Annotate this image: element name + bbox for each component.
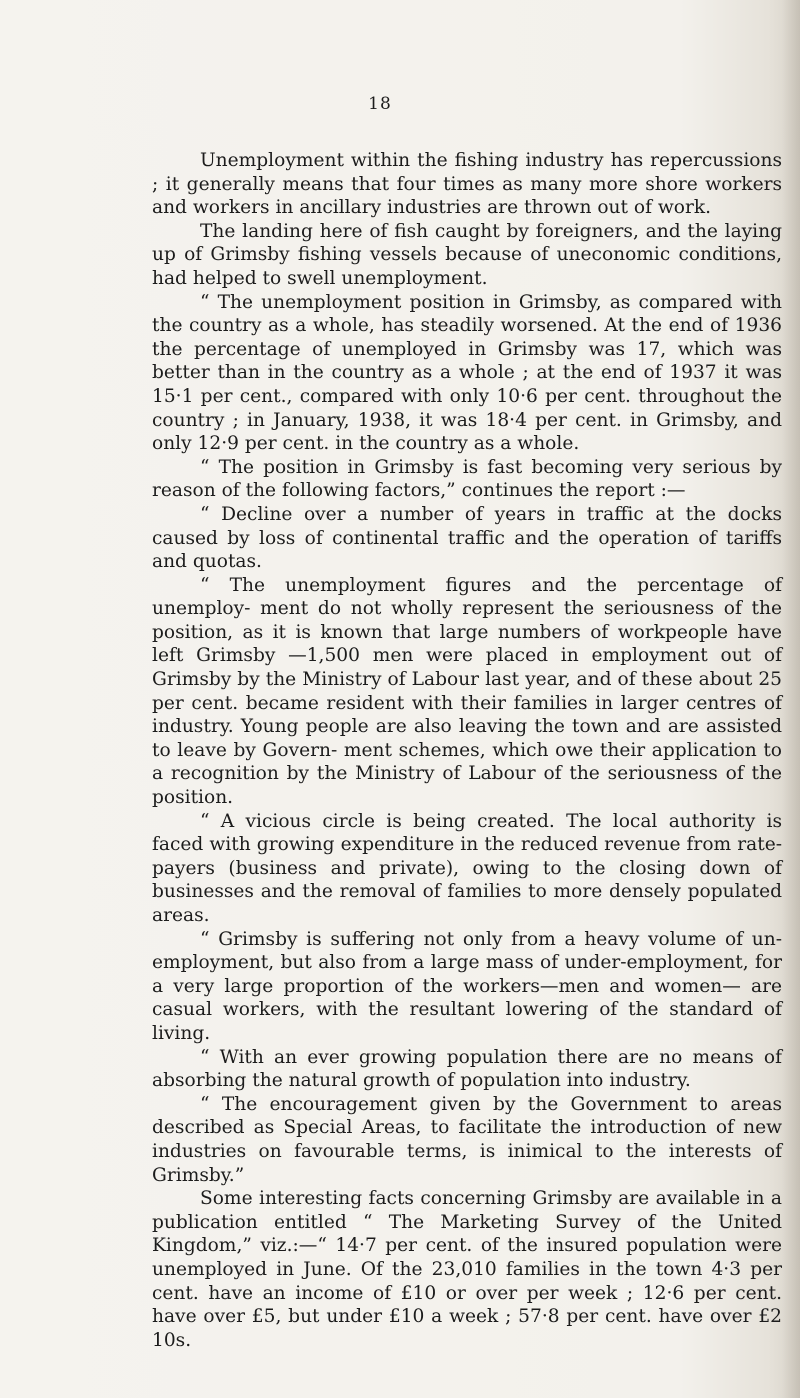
paragraph: The landing here of fish caught by foreigners, and the laying up of Grimsby fishing vessels because of uneconomic conditions, had helped to swell unemployment. [152, 220, 782, 289]
paragraph: “ The unemployment position in Grimsby, as compared with the country as a whole, has steadily worsened. At the end of 1936 the percentage of unemployed in Grimsby was 17, which was better than in the country as a whole ; at the end of 1937 it was 15·1 per cent., compared with only 10·6 per cent. throughout the country ; in January, 1938, it was 18·4 per cent. in Grimsby, and only 12·9 per cent. in the country as a whole. [152, 291, 782, 455]
paragraph: “ Decline over a number of years in traffic at the docks caused by loss of continental traffic and the operation of tariffs and quotas. [152, 503, 782, 573]
paragraph: “ The encouragement given by the Government to areas described as Special Areas, to facilitate the introduction of new industries on favourable terms, is inimical to the interests of Grimsby.” [152, 1093, 782, 1186]
paragraph: Unemployment within the fishing industry has repercussions ; it generally means that four times as many more shore workers and workers in ancillary industries are thrown out of work. [152, 150, 782, 219]
page-number: 18 [368, 94, 392, 114]
paragraph: “ A vicious circle is being created. The local authority is faced with growing expenditure in the reduced revenue from rate- payers (business and private), owing to the closing down of businesses and the removal of families to more densely populated areas. [152, 810, 782, 926]
paragraph: “ With an ever growing population there are no means of absorbing the natural growth of population into industry. [152, 1046, 782, 1092]
page-edge-shadow [782, 0, 800, 1398]
paragraph: “ The unemployment figures and the percentage of unemploy- ment do not wholly represent the seriousness of the position, as it is known that large numbers of workpeople have left Grimsby —1,500 men were placed in employment out of Grimsby by the Ministry of Labour last year, and of these about 25 per cent. became resident with their families in larger centres of industry. Young people are also leaving the town and are assisted to leave by Govern- ment schemes, which owe their application to a recognition by the Ministry of Labour of the seriousness of the position. [152, 574, 782, 809]
body-text [152, 149, 782, 1352]
paragraph: Some interesting facts concerning Grimsby are available in a publication entitled “ The Marketing Survey of the United Kingdom,” viz.:—“ 14·7 per cent. of the insured population were unemployed in June. Of the 23,010 families in the town 4·3 per cent. have an income of £10 or over per week ; 12·6 per cent. have over £5, but under £10 a week ; 57·8 per cent. have over £2 10s. [152, 1188, 782, 1351]
paragraph: “ Grimsby is suffering not only from a heavy volume of un- employment, but also from a large mass of under-employment, for a very large proportion of the workers—men and women— are casual workers, with the resultant lowering of the standard of living. [152, 928, 782, 1044]
paragraph: “ The position in Grimsby is fast becoming very serious by reason of the following factors,” continues the report :— [152, 456, 782, 502]
